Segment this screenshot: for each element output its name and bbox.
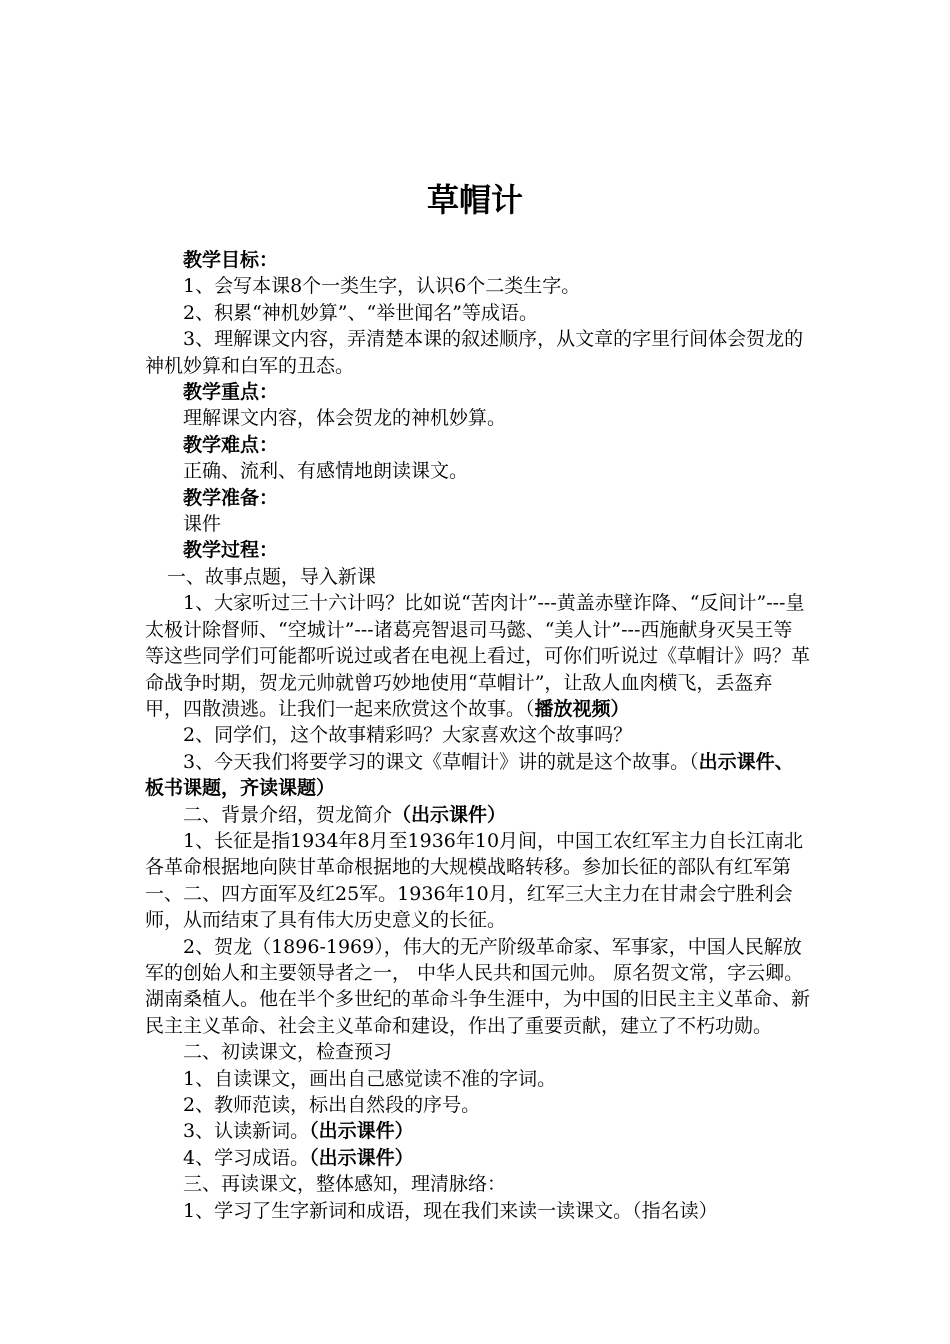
paragraph [145, 1145, 810, 1171]
section-title-text: 二、背景介绍，贺龙简介 [183, 803, 393, 826]
difficulty-text: 正确、流利、有感情地朗读课文。 [183, 460, 469, 483]
section-title-bold-note: （出示课件） [392, 803, 507, 826]
process-heading: 教学过程： [183, 539, 279, 562]
section-title: 三、再读课文，整体感知，理清脉络： [183, 1173, 507, 1196]
paragraph [145, 749, 810, 802]
paragraph-bold-note: 出示课件、板书课题，齐读课题） [145, 750, 794, 800]
paragraph-bold-note: （出示课件） [309, 1120, 414, 1143]
paragraph [145, 590, 810, 722]
key-point-heading: 教学重点： [183, 381, 279, 404]
paragraph [145, 1118, 810, 1144]
objective-item: 3、理解课文内容，弄清楚本课的叙述顺序，从文章的字里行间体会贺龙的神机妙算和白军的丑态。 [145, 328, 804, 377]
section-title: 一、故事点题，导入新课 [166, 565, 376, 588]
paragraph: 1、学习了生字新词和成语，现在我们来读一读课文。（指名读） [183, 1199, 718, 1222]
objective-item: 1、会写本课8个一类生字，认识6个二类生字。 [183, 275, 581, 298]
preparation-heading: 教学准备： [183, 486, 279, 509]
objective-item: 2、积累“神机妙算”、“举世闻名”等成语。 [183, 301, 538, 324]
paragraph-bold-note: （出示课件） [309, 1146, 414, 1169]
difficulty-heading: 教学难点： [183, 433, 279, 456]
lesson-plan-body [145, 247, 810, 1224]
paragraph-text: 4、学习成语。 [183, 1146, 310, 1169]
paragraph: 2、教师范读，标出自然段的序号。 [183, 1094, 481, 1116]
key-point-text: 理解课文内容，体会贺龙的神机妙算。 [183, 407, 507, 430]
paragraph-bold-note: 播放视频） [534, 697, 630, 720]
paragraph: 2、同学们，这个故事精彩吗？大家喜欢这个故事吗？ [183, 724, 633, 747]
paragraph-text: 3、认读新词。 [183, 1120, 310, 1143]
section-title: 二、初读课文，检查预习 [183, 1041, 393, 1064]
objectives-heading: 教学目标： [183, 249, 279, 271]
paragraph: 1、长征是指1934年8月至1936年10月间，中国工农红军主力自长江南北各革命根据地向陕甘革命根据地的大规模战略转移。参加长征的部队有红军第一、二、四方面军及红25军。1936年10月，红军三大主力在甘肃会宁胜利会师，从而结束了具有伟大历史意义的长征。 [145, 829, 804, 932]
preparation-text: 课件 [183, 513, 222, 536]
page-title: 草帽计 [426, 181, 523, 219]
paragraph-text: 1、大家听过三十六计吗？比如说“苦肉计”---黄盖赤壁诈降、“反间计”---皇太极计除督师、“空城计”---诸葛亮智退司马懿、“美人计”---西施献身灭吴王等等这些同学们可能都听说过或者在电视上看过，可你们听说过《草帽计》吗？革命战争时期，贺龙元帅就曾巧妙地使用“草帽计”，让敌人血肉横飞，丢盔弃甲，四散溃逃。让我们一起来欣赏这个故事。（ [145, 592, 811, 720]
paragraph: 2、贺龙（1896-1969），伟大的无产阶级革命家、军事家，中国人民解放军的创始人和主要领导者之一， 中华人民共和国元帅。 原名贺文常，字云卿。湖南桑植人。他在半个多世纪的革命斗争生涯中，为中国的旧民主主义革命、新民主主义革命、社会主义革命和建设，作出了重要贡献，建立了不朽功勋。 [145, 935, 811, 1037]
section-title [145, 802, 810, 828]
paragraph: 1、自读课文，画出自己感觉读不准的字词。 [183, 1067, 557, 1090]
paragraph-text: 3、今天我们将要学习的课文《草帽计》讲的就是这个故事。（ [183, 750, 699, 773]
